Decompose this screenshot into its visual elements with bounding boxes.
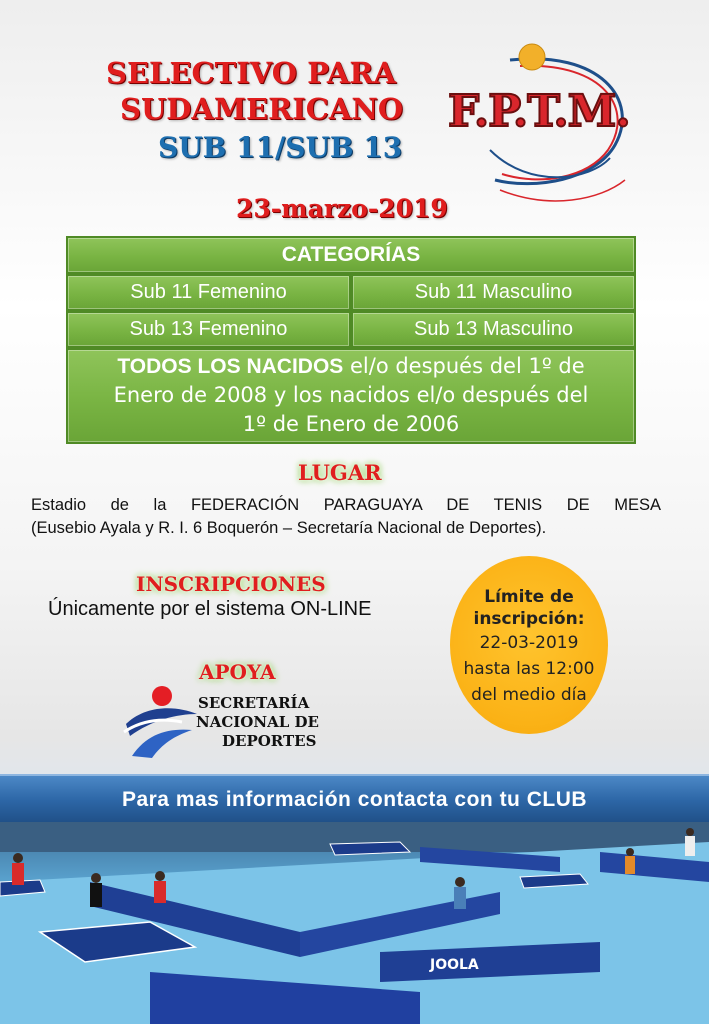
snd-runner-icon	[122, 684, 202, 760]
photo-brand-label: JOOLA	[430, 957, 479, 973]
note-line1: el/o después del 1º de	[343, 354, 585, 378]
lugar-heading: LUGAR	[298, 460, 382, 485]
sponsor-logo	[122, 684, 342, 760]
lugar-line2: (Eusebio Ayala y R. I. 6 Boquerón – Secretaría Nacional de Deportes).	[31, 519, 547, 537]
title-line2: SUDAMERICANO	[120, 92, 404, 126]
event-date: 23-marzo-2019	[236, 194, 448, 223]
venue-photo	[0, 822, 709, 1024]
venue-illustration	[0, 822, 709, 1024]
apoya-heading: APOYA	[199, 660, 276, 684]
category-sub13-masculino: Sub 13 Masculino	[351, 311, 636, 348]
limite-inscripcion-badge	[450, 556, 608, 734]
sponsor-line2: NACIONAL DE	[196, 713, 319, 731]
inscripciones-text: Únicamente por el sistema ON-LINE	[48, 598, 372, 620]
categories-eligibility-note	[66, 348, 636, 444]
limite-line5: del medio día	[471, 685, 587, 705]
fptm-logo	[440, 40, 640, 215]
sponsor-line3: DEPORTES	[222, 732, 317, 750]
limite-line1: Límite de	[484, 587, 574, 607]
limite-date: 22-03-2019	[479, 633, 579, 653]
category-sub11-femenino: Sub 11 Femenino	[66, 274, 351, 311]
limite-time: hasta las 12:00	[463, 659, 595, 679]
limite-line2: inscripción:	[473, 609, 585, 629]
title-line1: SELECTIVO PARA	[106, 56, 396, 90]
categories-header: CATEGORÍAS	[66, 236, 636, 274]
note-line2: Enero de 2008 y los nacidos el/o después del	[113, 383, 589, 407]
sponsor-line1: SECRETARÍA	[198, 694, 310, 712]
note-line3: 1º de Enero de 2006	[242, 412, 460, 436]
contact-banner: Para mas información contacta con tu CLUB	[0, 774, 709, 826]
category-sub11-masculino: Sub 11 Masculino	[351, 274, 636, 311]
inscripciones-heading: INSCRIPCIONES	[136, 572, 326, 596]
category-sub13-femenino: Sub 13 Femenino	[66, 311, 351, 348]
subtitle: SUB 11/SUB 13	[158, 131, 403, 164]
fptm-logo-text: F.P.T.M.	[448, 86, 630, 137]
note-bold: TODOS LOS NACIDOS	[117, 355, 344, 378]
lugar-line1: Estadio de la FEDERACIÓN PARAGUAYA DE TENIS DE MESA	[31, 496, 661, 514]
